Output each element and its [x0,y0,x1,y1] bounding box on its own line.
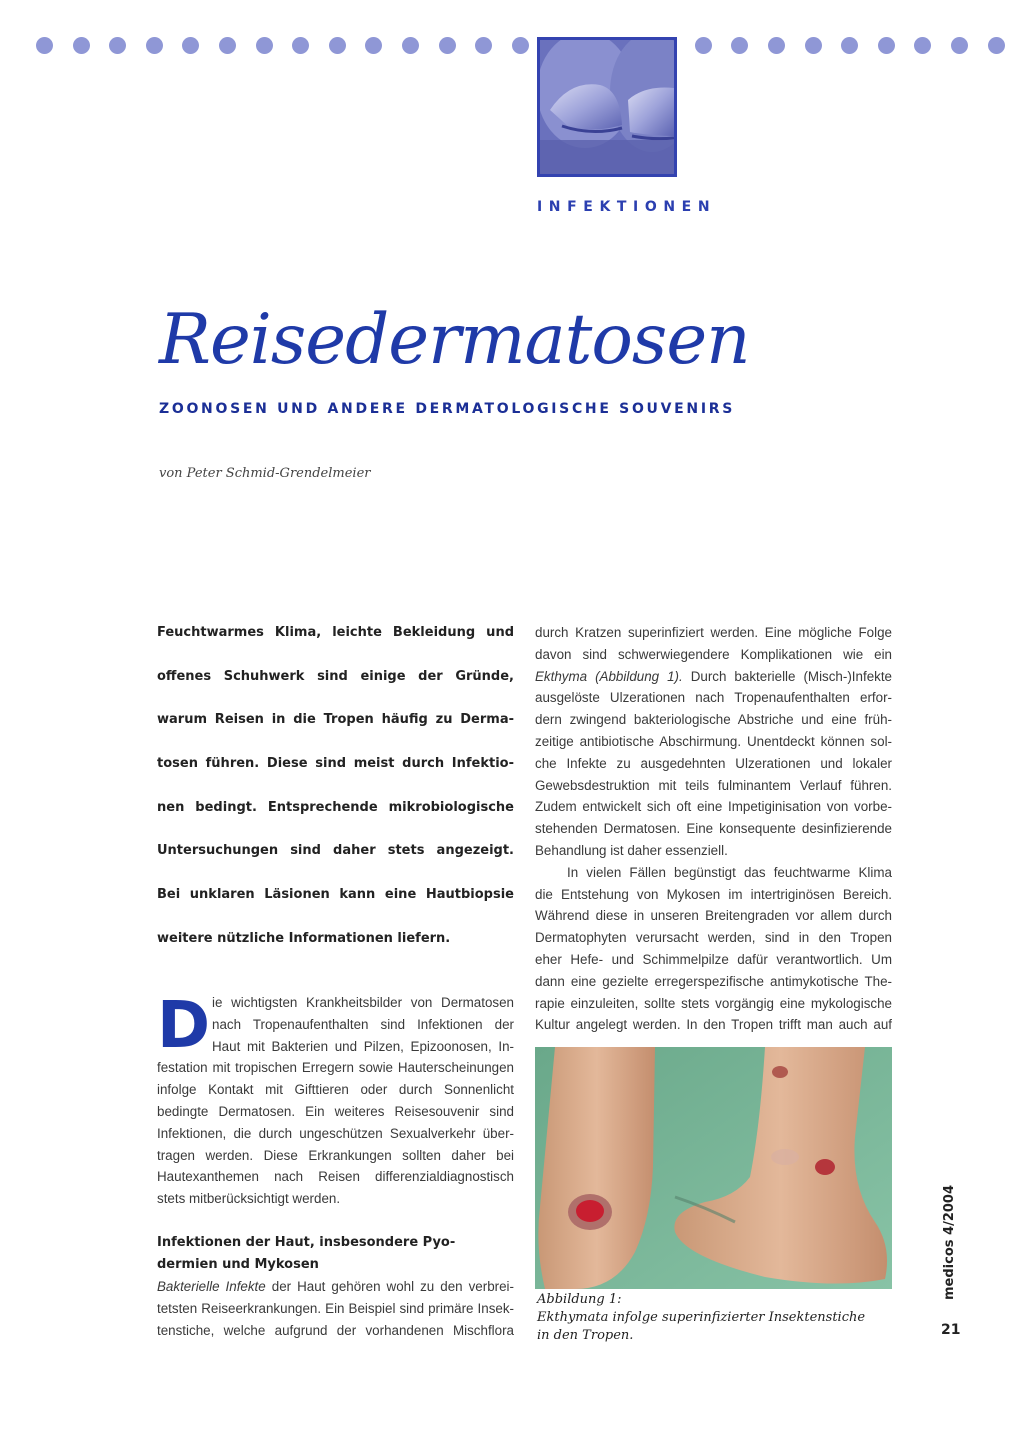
body-line: Gewebsdestruktion mit teils fulminantem Verlauf führen. [535,777,892,793]
body-line: Haut mit Bakterien und Pilzen, Epizoonosen, In- [212,1038,514,1054]
body-column-right [535,622,892,1036]
body-line: tetsten Reiseerkrankungen. Ein Beispiel sind primäre Insek- [157,1300,514,1316]
author-byline: von Peter Schmid-Grendelmeier [159,466,371,481]
decorative-dot [402,37,419,54]
body-line: tenstiche, welche aufgrund der vorhandenen Mischflora [157,1322,514,1338]
body-line: eher Hefe- und Schimmelpilze dafür verantwortlich. Um [535,951,892,967]
section-heading: dermien und Mykosen [157,1256,319,1272]
decorative-dot [292,37,309,54]
decorative-dot [475,37,492,54]
body-line: zeitige antibiotische Abschirmung. Unentdeckt können sol- [535,733,892,749]
section-label: INFEKTIONEN [537,199,717,215]
feet-ecthyma-photo-icon [535,1047,892,1289]
drop-cap: D [157,989,211,1063]
body-line: tragen werden. Diese Erkrankungen sollten daher bei [157,1147,514,1163]
header-image [537,37,677,177]
section-heading: Infektionen der Haut, insbesondere Pyo- [157,1234,456,1250]
body-line: dern zwingend bakteriologische Abstriche und eine früh- [535,712,892,728]
decorative-dot [841,37,858,54]
body-line: che Infekte zu ausgedehnten Ulzerationen und lokaler [535,755,892,771]
decorative-dot [219,37,236,54]
decorative-dot [73,37,90,54]
body-column-left [157,989,514,1341]
body-line: rapie einzuleiten, sollte stets vorgängig eine mykologische [535,995,892,1011]
caption-label: Abbildung 1: [537,1292,622,1307]
page-number: 21 [941,1322,961,1338]
decorative-dot [695,37,712,54]
decorative-dot [36,37,53,54]
body-line: festation mit tropischen Erregern sowie Hauterscheinungen [157,1060,514,1076]
body-line [535,666,892,688]
decorative-dot [365,37,382,54]
decorative-dot [768,37,785,54]
lead-line: tosen führen. Diese sind meist durch Infektio- [157,756,514,772]
body-line: dann eine gezielte erregerspezifische antimykotische The- [535,973,892,989]
decorative-dot [256,37,273,54]
article-title: Reisedermatosen [159,300,750,380]
body-line: ausgelöste Ulzerationen nach Tropenaufenthalten erfor- [535,690,892,706]
body-line: nach Tropenaufenthalten sind Infektionen der [212,1016,514,1032]
decorative-dot [512,37,529,54]
italic-term: Bakterielle Infekte [157,1278,266,1294]
body-line: Kultur angelegt werden. In den Tropen trifft man auch auf [535,1017,892,1033]
body-line: ie wichtigsten Krankheitsbilder von Dermatosen [212,995,514,1010]
body-line: Behandlung ist daher essenziell. [535,842,728,858]
body-line: Zudem entwickelt sich oft eine Impetiginisation von vorbe- [535,799,892,815]
decorative-dot-band [36,37,996,55]
decorative-dot [109,37,126,54]
body-line [157,1276,514,1298]
decorative-dot [951,37,968,54]
body-line: Infektionen, die durch ungeschützen Sexualverkehr über- [157,1125,514,1141]
decorative-dot [146,37,163,54]
body-line: bedingte Dermatosen. Ein weiteres Reisesouvenir sind [157,1103,514,1119]
decorative-dot [329,37,346,54]
body-line: davon sind schwerwiegendere Komplikationen wie ein [535,646,892,662]
body-line: In vielen Fällen begünstigt das feuchtwarme Klima [567,864,892,880]
body-line: durch Kratzen superinfiziert werden. Eine mögliche Folge [535,625,892,640]
figure-reference: Ekthyma (Abbildung 1). [535,668,683,684]
journal-issue: medicos 4/2004 [942,1184,957,1300]
decorative-dot [878,37,895,54]
body-line: Dermatophyten verursacht werden, sind in den Tropen [535,930,892,946]
body-line: Hautexanthemen nach Reisen differenzialdiagnostisch [157,1169,514,1185]
caption-text: Ekthymata infolge superinfizierter Insektenstiche [537,1310,866,1325]
lead-paragraph [157,622,514,972]
lead-line: Untersuchungen sind daher stets angezeigt. [157,843,514,859]
figure-caption [537,1291,897,1345]
decorative-dot [914,37,931,54]
lead-line: Feuchtwarmes Klima, leichte Bekleidung und [157,625,514,640]
caption-text: in den Tropen. [537,1328,634,1343]
decorative-dot [731,37,748,54]
decorative-dot [988,37,1005,54]
decorative-dot [805,37,822,54]
lead-line: warum Reisen in die Tropen häufig zu Derma- [157,712,514,728]
body-line: stets mitberücksichtigt werden. [157,1191,341,1207]
body-line: stehenden Dermatosen. Eine konsequente desinfizierende [535,821,892,837]
figure-photo [535,1047,892,1289]
decorative-dot [182,37,199,54]
body-line: die Entstehung von Mykosen im intertriginösen Bereich. [535,886,892,902]
body-line: infolge Kontakt mit Gifttieren oder durch Sonnenlicht [157,1082,514,1098]
article-subtitle: ZOONOSEN UND ANDERE DERMATOLOGISCHE SOUVENIRS [159,401,736,417]
fingernail-closeup-icon [540,40,674,174]
lead-line: offenes Schuhwerk sind einige der Gründe, [157,668,514,684]
lead-line: weitere nützliche Informationen liefern. [157,930,451,946]
lead-line: Bei unklaren Läsionen kann eine Hautbiopsie [157,887,514,903]
body-text: Durch bakterielle (Misch-)Infekte [682,668,892,684]
decorative-dot [439,37,456,54]
body-line: Während diese in unseren Breitengraden vor allem durch [535,908,892,924]
body-text: der Haut gehören wohl zu den verbrei- [265,1278,514,1294]
lead-line: nen bedingt. Entsprechende mikrobiologische [157,799,514,815]
